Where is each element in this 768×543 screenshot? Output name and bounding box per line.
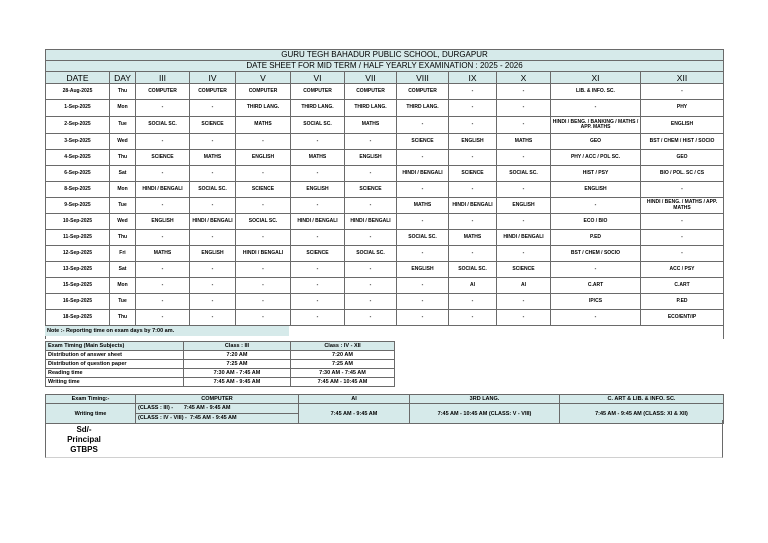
subject-cell: - xyxy=(345,310,397,326)
subject-cell: SCIENCE xyxy=(449,166,497,182)
subject-cell: SOCIAL SC. xyxy=(449,262,497,278)
subject-cell: - xyxy=(449,150,497,166)
subject-cell: MATHS xyxy=(236,117,291,134)
subject-cell: AI xyxy=(449,278,497,294)
timing-value: 7:25 AM xyxy=(291,360,395,369)
column-header: V xyxy=(236,72,291,84)
subject-cell: - xyxy=(291,134,345,150)
exam-date: 9-Sep-2025 xyxy=(46,198,110,214)
timing-header-cell: Exam Timing (Main Subjects) xyxy=(46,342,184,351)
subject-cell: HINDI / BENGALI xyxy=(397,166,449,182)
subject-cell: - xyxy=(190,230,236,246)
timing-label: Distribution of answer sheet xyxy=(46,351,184,360)
table-row xyxy=(46,246,724,262)
subject-cell: - xyxy=(449,310,497,326)
timing-value: 7:20 AM xyxy=(291,351,395,360)
subject-cell: - xyxy=(291,262,345,278)
subject-cell: - xyxy=(397,117,449,134)
subject-cell: - xyxy=(497,310,551,326)
table-row xyxy=(46,117,724,134)
subject-cell: - xyxy=(236,230,291,246)
timing-row xyxy=(46,360,395,369)
exam-day: Mon xyxy=(110,278,136,294)
subject-cell: COMPUTER xyxy=(236,84,291,100)
subject-cell: - xyxy=(345,134,397,150)
timing-label: Writing time xyxy=(46,378,184,387)
subject-cell: - xyxy=(397,150,449,166)
subject-cell: - xyxy=(190,166,236,182)
subject-cell: - xyxy=(190,262,236,278)
timing-header-cell: Class : III xyxy=(184,342,291,351)
subject-cell: ENGLISH xyxy=(291,182,345,198)
exam-date: 4-Sep-2025 xyxy=(46,150,110,166)
exam-day: Tue xyxy=(110,198,136,214)
exam-date: 2-Sep-2025 xyxy=(46,117,110,134)
subject-cell: ENGLISH xyxy=(136,214,190,230)
exam-timing-header xyxy=(46,395,724,404)
subject-cell: - xyxy=(449,214,497,230)
exam-date: 28-Aug-2025 xyxy=(46,84,110,100)
subject-cell: ENGLISH xyxy=(397,262,449,278)
subject-cell: - xyxy=(291,310,345,326)
subject-cell: - xyxy=(449,246,497,262)
subject-cell: - xyxy=(136,294,190,310)
subject-cell: - xyxy=(236,198,291,214)
exam-header-cell: Exam Timing:- xyxy=(46,395,136,404)
subject-cell: PHY xyxy=(641,100,724,117)
subject-cell: - xyxy=(190,100,236,117)
subject-cell: - xyxy=(397,182,449,198)
subject-cell: THIRD LANG. xyxy=(236,100,291,117)
subject-cell: - xyxy=(345,198,397,214)
subject-cell: SOCIAL SC. xyxy=(345,246,397,262)
date-sheet-body xyxy=(46,84,724,340)
exam-day: Sat xyxy=(110,262,136,278)
subject-cell: COMPUTER xyxy=(136,84,190,100)
subject-cell: - xyxy=(449,182,497,198)
subject-cell: SCIENCE xyxy=(291,246,345,262)
subject-cell: GEO xyxy=(551,134,641,150)
subject-cell: - xyxy=(397,246,449,262)
exam-day: Mon xyxy=(110,100,136,117)
subject-cell: ACC / PSY xyxy=(641,262,724,278)
exam-writing-label: Writing time xyxy=(46,404,136,424)
subject-cell: COMPUTER xyxy=(291,84,345,100)
subject-cell: P.ED xyxy=(641,294,724,310)
subject-cell: - xyxy=(136,134,190,150)
exam-date: 1-Sep-2025 xyxy=(46,100,110,117)
subject-cell: MATHS xyxy=(345,117,397,134)
subject-cell: C.ART xyxy=(551,278,641,294)
subject-cell: - xyxy=(345,166,397,182)
subject-cell: - xyxy=(236,278,291,294)
ai-timing: 7:45 AM - 9:45 AM xyxy=(299,404,410,424)
subject-cell: SOCIAL SC. xyxy=(397,230,449,246)
subject-cell: SCIENCE xyxy=(397,134,449,150)
sheet-subtitle: DATE SHEET FOR MID TERM / HALF YEARLY EXAMINATION : 2025 - 2026 xyxy=(46,61,724,72)
timing-row xyxy=(46,378,395,387)
subject-cell: SCIENCE xyxy=(136,150,190,166)
exam-day: Thu xyxy=(110,84,136,100)
signature-title: Principal xyxy=(67,435,101,444)
subject-cell: - xyxy=(497,246,551,262)
exam-day: Fri xyxy=(110,246,136,262)
exam-header-cell: COMPUTER xyxy=(136,395,299,404)
main-timing-table xyxy=(45,341,395,387)
subject-cell: SOCIAL SC. xyxy=(497,166,551,182)
subject-cell: - xyxy=(236,294,291,310)
timing-header-row xyxy=(46,342,395,351)
subject-cell: BST / CHEM / SOCIO xyxy=(551,246,641,262)
computer-timing-class-3: (CLASS : III) - 7:45 AM - 9:45 AM xyxy=(138,405,231,411)
exam-day: Sat xyxy=(110,166,136,182)
subject-cell: - xyxy=(497,214,551,230)
subject-cell: MATHS xyxy=(497,134,551,150)
subject-cell: THIRD LANG. xyxy=(291,100,345,117)
column-header: X xyxy=(497,72,551,84)
subject-cell: - xyxy=(291,166,345,182)
exam-header-cell: 3RD LANG. xyxy=(410,395,560,404)
cart-timing: 7:45 AM - 9:45 AM (CLASS: XI & XII) xyxy=(560,404,724,424)
subject-cell: HINDI / BENG. / MATHS / APP. MATHS xyxy=(641,198,724,214)
subject-cell: HINDI / BENGALI xyxy=(291,214,345,230)
subject-cell: HINDI / BENGALI xyxy=(449,198,497,214)
subject-cell: - xyxy=(291,278,345,294)
timing-label: Reading time xyxy=(46,369,184,378)
subject-cell: - xyxy=(641,230,724,246)
subject-cell: - xyxy=(291,198,345,214)
column-header: IX xyxy=(449,72,497,84)
subject-cell: SOCIAL SC. xyxy=(236,214,291,230)
signature-box xyxy=(45,420,723,458)
subject-cell: LIB. & INFO. SC. xyxy=(551,84,641,100)
timing-label: Distribution of question paper xyxy=(46,360,184,369)
subject-cell: ECO / BIO xyxy=(551,214,641,230)
subject-cell: MATHS xyxy=(190,150,236,166)
exam-date: 13-Sep-2025 xyxy=(46,262,110,278)
subject-cell: - xyxy=(449,294,497,310)
column-header: XII xyxy=(641,72,724,84)
subject-cell: C.ART xyxy=(641,278,724,294)
table-row xyxy=(46,214,724,230)
subject-cell: IP/CS xyxy=(551,294,641,310)
subject-cell: - xyxy=(641,84,724,100)
subject-cell: - xyxy=(641,182,724,198)
timing-value: 7:30 AM - 7:45 AM xyxy=(291,369,395,378)
table-row xyxy=(46,198,724,214)
table-row xyxy=(46,262,724,278)
subject-cell: - xyxy=(136,310,190,326)
exam-date: 3-Sep-2025 xyxy=(46,134,110,150)
subject-cell: - xyxy=(497,117,551,134)
column-header: III xyxy=(136,72,190,84)
subject-cell: MATHS xyxy=(136,246,190,262)
exam-date: 16-Sep-2025 xyxy=(46,294,110,310)
subject-cell: - xyxy=(397,214,449,230)
column-header: DAY xyxy=(110,72,136,84)
subject-cell: - xyxy=(497,100,551,117)
subject-cell: - xyxy=(345,278,397,294)
subject-cell: - xyxy=(345,294,397,310)
timing-row xyxy=(46,369,395,378)
subject-cell: - xyxy=(136,198,190,214)
subject-cell: - xyxy=(136,100,190,117)
subject-cell: HINDI / BENGALI xyxy=(345,214,397,230)
subject-cell: HINDI / BENG. / BANKING / MATHS / APP. MATHS xyxy=(551,117,641,134)
subject-cell: - xyxy=(291,294,345,310)
subject-cell: COMPUTER xyxy=(345,84,397,100)
signature-sd: Sd/- xyxy=(76,425,92,434)
table-row xyxy=(46,100,724,117)
subject-cell: ENGLISH xyxy=(551,182,641,198)
exam-header-cell: C. ART & LIB. & INFO. SC. xyxy=(560,395,724,404)
subject-cell: - xyxy=(236,262,291,278)
subject-cell: MATHS xyxy=(449,230,497,246)
school-name: GURU TEGH BAHADUR PUBLIC SCHOOL, DURGAPUR xyxy=(46,50,724,61)
subject-cell: SCIENCE xyxy=(345,182,397,198)
timing-row xyxy=(46,351,395,360)
subject-cell: HINDI / BENGALI xyxy=(497,230,551,246)
subject-cell: BIO / POL. SC / CS xyxy=(641,166,724,182)
timing-value: 7:30 AM - 7:45 AM xyxy=(184,369,291,378)
subject-cell: - xyxy=(190,134,236,150)
subject-cell: SCIENCE xyxy=(190,117,236,134)
subject-cell: ENGLISH xyxy=(449,134,497,150)
subject-cell: ECO/ENT/IP xyxy=(641,310,724,326)
subject-cell: HINDI / BENGALI xyxy=(190,214,236,230)
subject-cell: ENGLISH xyxy=(641,117,724,134)
column-header: VII xyxy=(345,72,397,84)
timing-value: 7:20 AM xyxy=(184,351,291,360)
subject-cell: - xyxy=(551,262,641,278)
column-header-row xyxy=(46,72,724,84)
signature-block xyxy=(55,425,113,455)
table-row xyxy=(46,134,724,150)
exam-date: 11-Sep-2025 xyxy=(46,230,110,246)
exam-day: Thu xyxy=(110,310,136,326)
computer-timing-class-4-8: (CLASS : IV - VIII) - 7:45 AM - 9:45 AM xyxy=(136,413,298,423)
subject-cell: SOCIAL SC. xyxy=(291,117,345,134)
table-row xyxy=(46,230,724,246)
subject-cell: PHY / ACC / POL SC. xyxy=(551,150,641,166)
subject-cell: HINDI / BENGALI xyxy=(236,246,291,262)
exam-day: Tue xyxy=(110,117,136,134)
subject-cell: - xyxy=(397,310,449,326)
timing-value: 7:45 AM - 9:45 AM xyxy=(184,378,291,387)
subject-cell: - xyxy=(497,84,551,100)
subject-cell: - xyxy=(641,214,724,230)
exam-day: Wed xyxy=(110,134,136,150)
table-row xyxy=(46,150,724,166)
subject-cell: - xyxy=(397,278,449,294)
column-header: IV xyxy=(190,72,236,84)
table-row xyxy=(46,294,724,310)
subject-cell: - xyxy=(449,84,497,100)
subject-cell: - xyxy=(190,294,236,310)
subject-cell: BST / CHEM / HIST / SOCIO xyxy=(641,134,724,150)
date-sheet-table xyxy=(45,49,724,339)
signature-school: GTBPS xyxy=(70,445,98,454)
subject-cell: - xyxy=(236,310,291,326)
exam-date: 15-Sep-2025 xyxy=(46,278,110,294)
subject-cell: COMPUTER xyxy=(190,84,236,100)
subject-cell: - xyxy=(551,310,641,326)
exam-date: 12-Sep-2025 xyxy=(46,246,110,262)
subject-cell: MATHS xyxy=(291,150,345,166)
column-header: XI xyxy=(551,72,641,84)
subject-cell: THIRD LANG. xyxy=(397,100,449,117)
subject-cell: - xyxy=(641,246,724,262)
subject-cell: ENGLISH xyxy=(190,246,236,262)
subject-cell: - xyxy=(236,134,291,150)
subject-cell: - xyxy=(449,117,497,134)
subject-cell: - xyxy=(449,100,497,117)
subject-cell: - xyxy=(236,166,291,182)
subject-cell: - xyxy=(497,182,551,198)
exam-day: Thu xyxy=(110,230,136,246)
subject-cell: HINDI / BENGALI xyxy=(136,182,190,198)
exam-date: 8-Sep-2025 xyxy=(46,182,110,198)
subject-cell: SCIENCE xyxy=(497,262,551,278)
subject-cell: GEO xyxy=(641,150,724,166)
subject-cell: - xyxy=(345,230,397,246)
subject-cell: SOCIAL SC. xyxy=(136,117,190,134)
subject-cell: MATHS xyxy=(397,198,449,214)
subject-cell: - xyxy=(136,166,190,182)
exam-date: 18-Sep-2025 xyxy=(46,310,110,326)
subject-cell: AI xyxy=(497,278,551,294)
subject-cell: P.ED xyxy=(551,230,641,246)
subject-cell: THIRD LANG. xyxy=(345,100,397,117)
column-header: DATE xyxy=(46,72,110,84)
table-row xyxy=(46,84,724,100)
subject-cell: - xyxy=(497,294,551,310)
exam-day: Wed xyxy=(110,214,136,230)
subject-cell: - xyxy=(345,262,397,278)
reporting-note: Note :- Reporting time on exam days by 7:00 am. xyxy=(45,326,289,336)
column-header: VIII xyxy=(397,72,449,84)
subject-cell: - xyxy=(551,198,641,214)
subject-cell: - xyxy=(397,294,449,310)
exam-header-cell: AI xyxy=(299,395,410,404)
timing-header-cell: Class : IV - XII xyxy=(291,342,395,351)
exam-date: 10-Sep-2025 xyxy=(46,214,110,230)
subject-cell: ENGLISH xyxy=(236,150,291,166)
timing-value: 7:25 AM xyxy=(184,360,291,369)
subject-cell: - xyxy=(551,100,641,117)
subject-cell: - xyxy=(190,198,236,214)
subject-cell: - xyxy=(136,278,190,294)
subject-cell: ENGLISH xyxy=(497,198,551,214)
table-row xyxy=(46,278,724,294)
subject-cell: - xyxy=(291,230,345,246)
table-row xyxy=(46,310,724,326)
subject-cell: ENGLISH xyxy=(345,150,397,166)
subject-cell: SCIENCE xyxy=(236,182,291,198)
column-header: VI xyxy=(291,72,345,84)
subject-cell: SOCIAL SC. xyxy=(190,182,236,198)
exam-day: Thu xyxy=(110,150,136,166)
third-lang-timing: 7:45 AM - 10:45 AM (CLASS: V - VIII) xyxy=(410,404,560,424)
exam-day: Mon xyxy=(110,182,136,198)
subject-cell: - xyxy=(190,310,236,326)
subject-cell: - xyxy=(497,150,551,166)
subject-cell: - xyxy=(136,230,190,246)
subject-cell: - xyxy=(136,262,190,278)
subject-cell: HIST / PSY xyxy=(551,166,641,182)
exam-day: Tue xyxy=(110,294,136,310)
exam-date: 6-Sep-2025 xyxy=(46,166,110,182)
subject-cell: - xyxy=(190,278,236,294)
timing-value: 7:45 AM - 10:45 AM xyxy=(291,378,395,387)
table-row xyxy=(46,166,724,182)
subject-cell: COMPUTER xyxy=(397,84,449,100)
table-row xyxy=(46,182,724,198)
